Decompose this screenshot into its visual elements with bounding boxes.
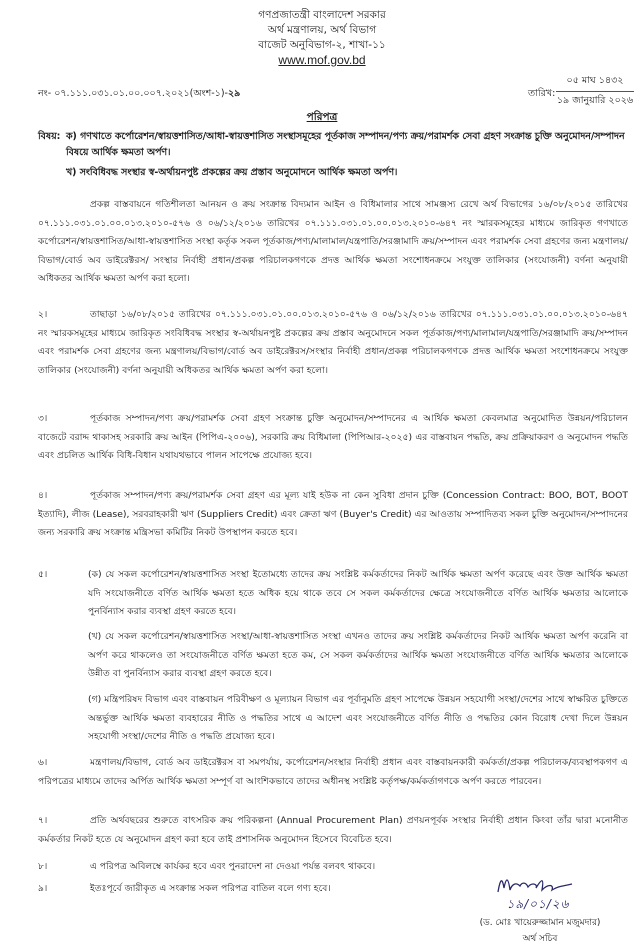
date-label: তারিখ:: [528, 88, 556, 99]
handwritten-signature-icon: [490, 872, 600, 898]
paragraph-7: [38, 812, 628, 849]
ministry-name: অর্থ মন্ত্রণালয়, অর্থ বিভাগ: [267, 24, 377, 36]
date-bangla: ০৫ মাঘ ১৪৩২: [556, 74, 634, 92]
date-block: [556, 74, 634, 109]
paragraph-5-number: ৫।: [38, 569, 48, 580]
letterhead: [0, 8, 644, 68]
paragraph-7-number: ৭।: [38, 815, 48, 826]
paragraph-2-number: ২।: [38, 309, 48, 320]
signatory-designation: অর্থ সচিব: [522, 934, 558, 944]
subject-b: খ) সংবিধিবদ্ধ সংস্থার স্ব-অর্থায়নপুষ্ট প্রকল্পের ক্রয় প্রস্তাব অনুমোদনে আর্থিক ক্ষমতা অর্পণ।: [66, 167, 398, 178]
paragraph-6-number: ৬।: [38, 757, 48, 768]
paragraph-4-number: ৪।: [38, 490, 48, 501]
website-link[interactable]: www.mof.gov.bd: [278, 53, 366, 67]
paragraph-9-number: ৯।: [38, 883, 48, 894]
wing-branch: বাজেট অনুবিভাগ-২, শাখা-১১: [258, 39, 386, 51]
government-name: গণপ্রজাতন্ত্রী বাংলাদেশ সরকার: [258, 9, 386, 21]
signature-image: [490, 872, 610, 898]
paragraph-1: প্রকল্প বাস্তবায়নে গতিশীলতা আনয়ন ও ক্রয় সংক্রান্ত বিদ্যমান আইন ও বিধিমালার সাথে সামঞ্জস্য রেখে অর্থ বিভাগের ১৬/০৮/২০১৫ তারিখের ০৭.১১১.০৩১.০১.০০.০১৩.২০১০-৫৭৬ ও ০৬/১২/২০১৬ তারিখের ০৭.১১১.০৩১.০১.০০.০১৩.২০১০-৬৪৭ নং স্মারকসমূহের মাধ্যমে জারিকৃত গণখাতে কর্পোরেশন/স্বায়ত্তশাসিত/আধা-স্বায়ত্তশাসিত সংস্থা কর্তৃক সকল পূর্তকাজ/পণ্য/মালামাল/যন্ত্রপাতি/সরঞ্জামাদি ক্রয়/সম্পাদন এবং পরামর্শক সেবা গ্রহণের জন্য মন্ত্রণালয়/বিভাগ/বোর্ড অব ডাইরেক্টরস/ সংস্থার নির্বাহী প্রধান/প্রকল্প পরিচালকগণকে প্রদত্ত আর্থিক ক্ষমতা সংশোধনক্রমে সংযুক্ত তালিকার (সংযোজনী) বর্ণনা অনুযায়ী অধিকতর আর্থিক ক্ষমতা অর্পণ করা হলো।: [38, 199, 628, 284]
paragraph-9-text: ইতঃপূর্বে জারীকৃত এ সংক্রান্ত সকল পরিপত্র বাতিল বলে গণ্য হবে।: [90, 883, 331, 894]
paragraph-4: [38, 487, 628, 543]
paragraph-2-text: তাছাড়া ১৬/০৮/২০১৫ তারিখের ০৭.১১১.০৩১.০১.০০.০১৩.২০১০-৫৭৬ ও ০৬/১২/২০১৬ তারিখের ০৭.১১১.০৩১.০১.০০.০১৩.২০১০-৬৪৭ নং স্মারকসমূহের মাধ্যমে জারিকৃত সংবিধিবদ্ধ সংস্থার স্ব-অর্থায়নপুষ্ট প্রকল্পের ক্রয় প্রস্তাব অনুমোদনে সকল পূর্তকাজ/পণ্য/মালামাল/যন্ত্রপাতি/সরঞ্জামাদি ক্রয়/সম্পাদন এবং পরামর্শক সেবা গ্রহণের জন্য মন্ত্রণালয়/বিভাগ/বোর্ড অব ডাইরেক্টরস/সংস্থার নির্বাহী প্রধান/প্রকল্প পরিচালকগণকে প্রদত্ত আর্থিক ক্ষমতা সংশোধনক্রমে সংযুক্ত তালিকার (সংযোজনী) বর্ণনা অনুযায়ী অধিকতর আর্থিক ক্ষমতা অর্পণ করা হলো।: [38, 309, 628, 376]
paragraph-6: [38, 754, 628, 791]
paragraph-2: [38, 306, 628, 380]
subject-a: ক) গণখাতে কর্পোরেশন/স্বায়ত্তশাসিত/আধা-স্বায়ত্তশাসিত সংস্থাসমূহের পূর্তকাজ সম্পাদন/পণ্য ক্রয়/পরামর্শক সেবা গ্রহণ সংক্রান্ত চুক্তি অনুমোদন/সম্পাদন বিষয়ে আর্থিক ক্ষমতা অর্পণ।: [66, 131, 625, 158]
paragraph-3: [38, 410, 628, 466]
paragraph-5c: (গ) মন্ত্রিপরিষদ বিভাগ এবং বাস্তবায়ন পরিবীক্ষণ ও মূল্যায়ন বিভাগ এর পূর্বানুমতি গ্রহণ সাপেক্ষে উন্নয়ন সহযোগী সংস্থা/দেশের সাথে স্বাক্ষরিত চুক্তিতে অন্তর্ভুক্ত আর্থিক ক্ষমতা ব্যবহারের নীতি ও পদ্ধতির সাথে এ আদেশ এবং সংযোজনীতে বর্ণিত নীতি ও পদ্ধতির কোন বিরোধ দেখা দিলে উন্নয়ন সহযোগী সংস্থা/দেশের নীতি ও পদ্ধতি প্রযোজ্য হবে।: [88, 694, 628, 742]
paragraph-5b: (খ) যে সকল কর্পোরেশন/স্বায়ত্তশাসিত সংস্থা/আধা-স্বায়ত্তশাসিত সংস্থা এখনও তাদের ক্রয় সংশ্লিষ্ট কর্মকর্তাদের নিকট আর্থিক ক্ষমতা অর্পণ করেনি বা অর্পণ করে থাকলেও তা সংযোজনীতে বর্ণিত ক্ষমতা হতে কম, সে সকল কর্মকর্তাদের আর্থিক ক্ষমতা সংযোজনীতে বর্ণিত আর্থিক ক্ষমতার আলোকে উন্নীত বা পুনর্বিন্যাস করার ব্যবস্থা গ্রহণ করতে হবে।: [88, 631, 628, 679]
paragraph-4-text: পূর্তকাজ সম্পাদন/পণ্য ক্রয়/পরামর্শক সেবা গ্রহণ এর মূল্য যাই হউক না কেন সুবিধা প্রদান চুক্তি (Concession Contract: BOO, BOT, BOOT ইত্যাদি), লীজ (Lease), সরবরাহকারী ঋণ (Suppliers Credit) এবং ক্রেতা ঋণ (Buyer's Credit) এর আওতায় সম্পাদিতব্য সকল চুক্তি অনুমোদন/সম্পাদনের জন্য সরকারি ক্রয় সংক্রান্ত মন্ত্রিসভা কমিটির নিকট উপস্থাপন করতে হবে।: [38, 490, 628, 538]
date-english: ১৯ জানুয়ারি ২০২৬: [556, 95, 634, 106]
subject-label: বিষয়:: [38, 131, 61, 142]
memo-number: [38, 87, 240, 102]
paragraph-6-text: মন্ত্রণালয়/বিভাগ, বোর্ড অব ডাইরেক্টরস বা সমপর্যায়, কর্পোরেশন/সংস্থার নির্বাহী প্রধান এবং বাস্তবায়নকারী কর্মকর্তা/প্রকল্প পরিচালক/ব্যবস্থাপকগণ এ পরিপত্রের মাধ্যমে তাদের অর্পিত আর্থিক ক্ষমতা সম্পূর্ণ বা আংশিকভাবে তাদের অধীনস্থ সংশ্লিষ্ট কর্তৃপক্ষ/কর্মকর্তাগণকে অর্পণ করতে পারবেন।: [38, 757, 628, 787]
signature-handwritten-date: ১৯/০১/২৬: [506, 897, 570, 911]
paragraph-7-text: প্রতি অর্থবছরের শুরুতে বাৎসরিক ক্রয় পরিকল্পনা (Annual Procurement Plan) প্রণয়নপূর্বক সংস্থার নির্বাহী প্রধান কিংবা তাঁর দ্বারা মনোনীত কর্মকর্তার নিকট হতে যে অনুমোদন গ্রহণ করা হবে তাই প্রশাসনিক অনুমোদন হিসেবে বিবেচিত হবে।: [38, 815, 628, 845]
memo-number-prefix: নং- ০৭.১১১.০৩১.০১.০০.০০৭.২০২১(অংশ-১)-: [38, 88, 228, 99]
memo-number-suffix: ২৯: [227, 88, 241, 99]
paragraph-8-text: এ পরিপত্র অবিলম্বে কার্যকর হবে এবং পুনরাদেশ না দেওয়া পর্যন্ত বলবৎ থাকবে।: [90, 861, 376, 872]
paragraph-3-text: পূর্তকাজ সম্পাদন/পণ্য ক্রয়/পরামর্শক সেবা গ্রহণ সংক্রান্ত চুক্তি অনুমোদন/সম্পাদনের এ আর্থিক ক্ষমতা কেবলমাত্র অনুমোদিত উন্নয়ন/পরিচালন বাজেটে বরাদ্দ থাকাসহ সরকারি ক্রয় আইন (পিপিএ-২০০৬), সরকারি ক্রয় বিধিমালা (পিপিআর-২০২৫) এর বাস্তবায়ন পদ্ধতি, ক্রয় প্রক্রিয়াকরণ ও অনুমোদন পদ্ধতি এবং প্রচলিত আর্থিক বিধি-বিধান যথাযথভাবে পালন সাপেক্ষে প্রযোজ্য হবে।: [38, 413, 628, 461]
signatory-name: (ড. মোঃ খায়েরুজ্জামান মজুমদার): [479, 918, 601, 928]
subject-block: [38, 129, 628, 181]
document-title: পরিপত্র: [306, 111, 338, 123]
paragraph-3-number: ৩।: [38, 413, 48, 424]
paragraph-8-number: ৮।: [38, 861, 48, 872]
paragraph-5a: (ক) যে সকল কর্পোরেশন/স্বায়ত্তশাসিত সংস্থা ইতোমধ্যে তাদের ক্রয় সংশ্লিষ্ট কর্মকর্তাদের নিকট আর্থিক ক্ষমতা অর্পণ করেছে এবং উক্ত আর্থিক ক্ষমতা যদি সংযোজনীতে বর্ণিত আর্থিক ক্ষমতা হতে অধিক হয়ে থাকে তবে সে সকল কর্মকর্তাদের ক্ষেত্রে সংযোজনীতে বর্ণিত আর্থিক ক্ষমতার আলোকে পুনর্বিন্যাস করার ব্যবস্থা গ্রহণ করতে হবে।: [88, 569, 628, 617]
